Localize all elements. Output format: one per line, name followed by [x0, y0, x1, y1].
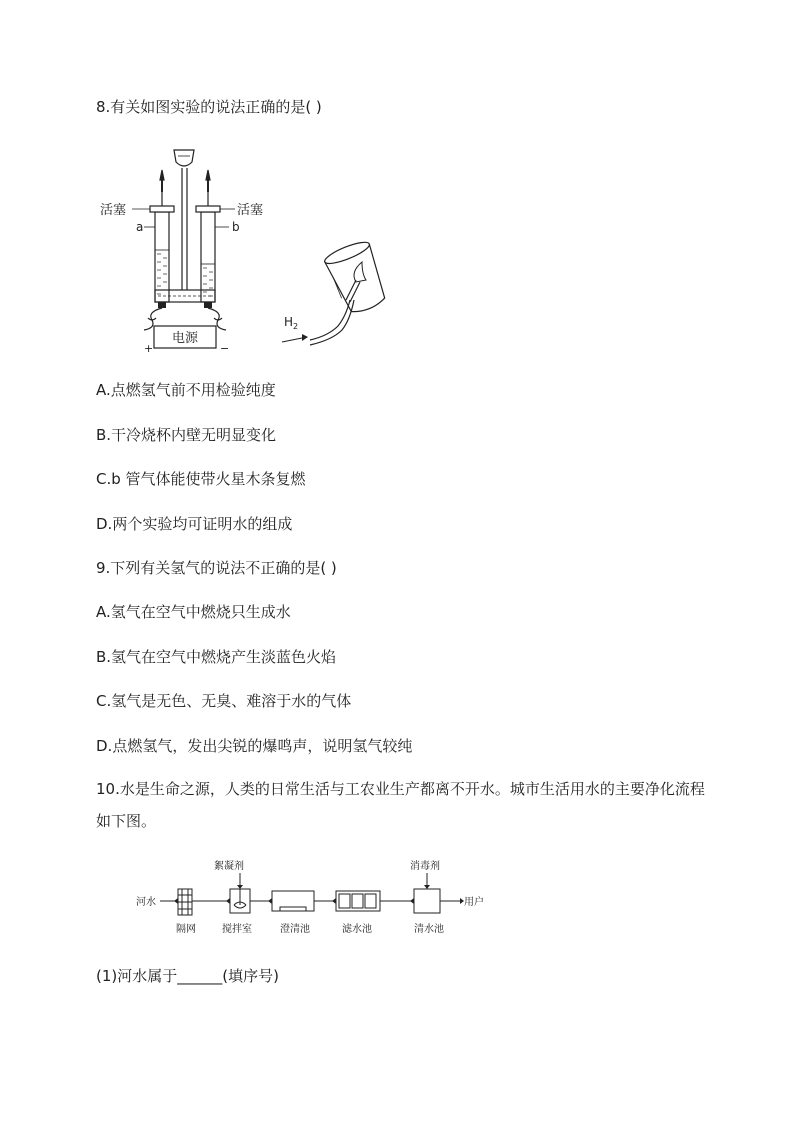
h2-delivery-tube [310, 280, 360, 345]
tube-b [196, 170, 220, 302]
stage-label-clarifier: 澄清池 [280, 924, 310, 935]
electrodes [158, 302, 212, 308]
arrowhead-disinfectant [424, 885, 430, 889]
water-level-left [157, 254, 167, 294]
left-stopcock-label: 活塞 [100, 203, 127, 218]
disinfectant-label: 消毒剂 [410, 861, 440, 872]
inverted-beaker [323, 238, 392, 317]
h2-label: $H_2$ [284, 315, 299, 331]
q9-option-c: C.氢气是无色、无臭、难溶于水的气体 [96, 692, 352, 710]
mixer-paddle [234, 889, 246, 908]
hydrogen-flame [354, 262, 366, 282]
tube-a-label: a [136, 220, 144, 234]
clear-water-tank [414, 889, 440, 913]
q8-option-b: B.干冷烧杯内壁无明显变化 [96, 426, 277, 444]
electrolysis-figure [92, 140, 412, 362]
flocculant-label: 絮凝剂 [214, 861, 244, 872]
question-9-stem: 9.下列有关氢气的说法不正确的是( ) [96, 559, 337, 577]
q8-option-d: D.两个实验均可证明水的组成 [96, 515, 293, 533]
reservoir-funnel [174, 150, 194, 290]
question-10-stem: 10.水是生命之源，人类的日常生活与工农业生产都离不开水。城市生活用水的主要净化流程如下图。 [96, 780, 705, 830]
q9-option-d: D.点燃氢气，发出尖锐的爆鸣声，说明氢气较纯 [96, 737, 413, 755]
clarifier-tank [272, 891, 314, 911]
power-supply-label: 电源 [171, 331, 199, 346]
stage-label-filter: 滤水池 [342, 924, 372, 935]
flow-input-label: 河水 [136, 897, 156, 908]
arrowhead-2 [226, 898, 230, 904]
right-stopcock-label: 活塞 [237, 203, 264, 218]
water-purification-flowchart [130, 855, 500, 940]
stage-label-screen: 隔网 [176, 924, 196, 935]
arrowhead-1 [174, 898, 178, 904]
stage-label-mixing: 搅拌室 [222, 924, 252, 935]
filter-cell-1 [339, 894, 350, 908]
h2-arrowhead [302, 334, 308, 341]
q8-option-a: A.点燃氢气前不用检验纯度 [96, 381, 276, 399]
minus-terminal: − [220, 342, 230, 355]
arrowhead-5 [410, 898, 414, 904]
arrowhead-4 [332, 898, 336, 904]
screen-grid-lines [178, 889, 192, 915]
q9-option-b: B.氢气在空气中燃烧产生淡蓝色火焰 [96, 648, 337, 666]
tube-b-label: b [232, 220, 240, 234]
question-10-part-1: (1)河水属于______(填序号) [96, 967, 279, 985]
filter-cell-3 [365, 894, 376, 908]
flow-output-label: 用户 [464, 897, 484, 908]
question-8-stem: 8.有关如图实验的说法正确的是( ) [96, 98, 322, 116]
clarifier-base [280, 907, 306, 911]
stage-label-clearwater: 清水池 [414, 924, 444, 935]
plus-terminal: + [144, 342, 154, 355]
water-level-right [203, 268, 213, 296]
arrowhead-3 [268, 898, 272, 904]
q8-option-c: C.b 管气体能使带火星木条复燃 [96, 470, 306, 488]
arrowhead-flocculant [237, 885, 243, 889]
q9-option-a: A.氢气在空气中燃烧只生成水 [96, 603, 291, 621]
tube-a [150, 170, 174, 302]
filter-cell-2 [352, 894, 363, 908]
h2-arrow-line [282, 338, 302, 342]
